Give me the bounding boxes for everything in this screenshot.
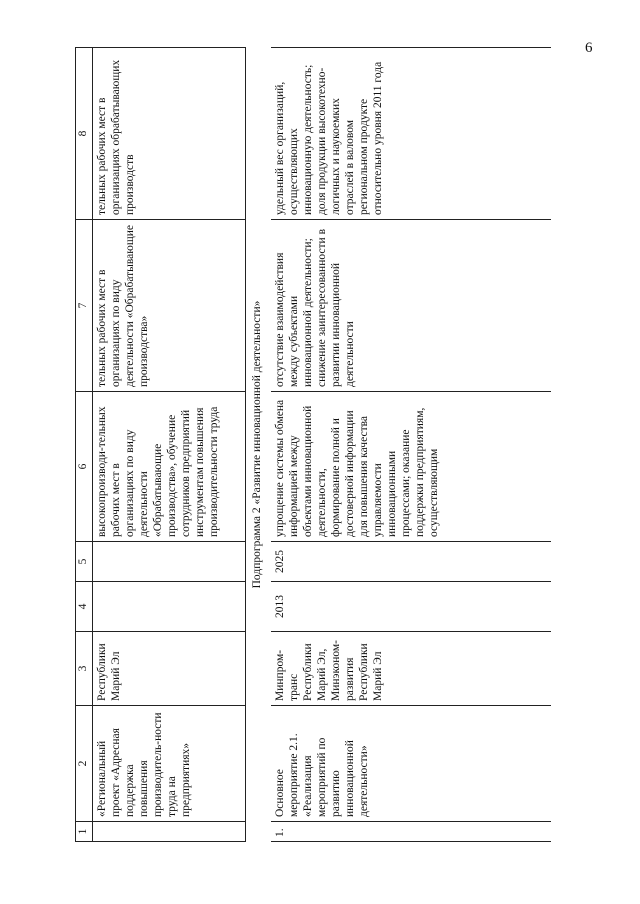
measures-table	[75, 47, 551, 842]
subprogram-title: Подпрограмма 2 «Развитие инновационной деятельности»	[251, 300, 263, 589]
col-header-1: 1	[76, 822, 93, 842]
row2-cell-5: 2025	[271, 542, 551, 582]
row2-cell-3: Минпром-транс Республики Марий Эл, Минэконом-развития Республики Марий Эл	[271, 632, 551, 706]
row1-cell-5	[93, 542, 246, 582]
page-number: 6	[585, 40, 593, 56]
row1-cell-2: «Региональный проект «Адресная поддержка повышения производитель-ности труда на предприятиях»	[93, 706, 246, 822]
col-header-4: 4	[76, 582, 93, 632]
row2-cell-4: 2013	[271, 582, 551, 632]
col-header-8: 8	[76, 48, 93, 220]
col-header-3: 3	[76, 632, 93, 706]
row2-cell-7: отсутствие взаимодействия между субъектами инновационной деятельности; снижение заинтересованности в развитии инновационной деятельности	[271, 220, 551, 392]
col-header-7: 7	[76, 220, 93, 392]
table-row	[93, 48, 246, 842]
rotated-table-area	[75, 48, 587, 842]
row2-cell-6: упрощение системы обмена информацией между объектами инновационной деятельности, формирование полной и достоверной информации для повышения качества управляемости инновационными процессами; оказание поддержки предприятиям, осуществляющим	[271, 392, 551, 542]
row1-cell-8: тельных рабочих мест в организациях обрабатывающих производств	[93, 48, 246, 220]
column-number-row	[76, 48, 93, 842]
row1-cell-4	[93, 582, 246, 632]
table-row	[271, 48, 551, 842]
col-header-2: 2	[76, 706, 93, 822]
col-header-5: 5	[76, 542, 93, 582]
row1-cell-1	[93, 822, 246, 842]
row2-cell-1: 1.	[271, 822, 551, 842]
row1-cell-6: высокопроизводи-тельных рабочих мест в организациях по виду деятельности «Обрабатывающие производства», обучение сотрудников предприятий инструментам повышения производительности труда	[93, 392, 246, 542]
row1-cell-7: тельных рабочих мест в организациях по виду деятельности «Обрабатывающие производства»	[93, 220, 246, 392]
subprogram-row	[246, 48, 272, 842]
row1-cell-3: Республики Марий Эл	[93, 632, 246, 706]
row2-cell-2: Основное мероприятие 2.1. «Реализация мероприятий по развитию инновационной деятельности»	[271, 706, 551, 822]
col-header-6: 6	[76, 392, 93, 542]
row2-cell-8: удельный вес организаций, осуществляющих инновационную деятельность; доля продукции высокотехно-логичных и наукоемких отраслей в валовом региональном продукте относительно уровня 2011 года	[271, 48, 551, 220]
